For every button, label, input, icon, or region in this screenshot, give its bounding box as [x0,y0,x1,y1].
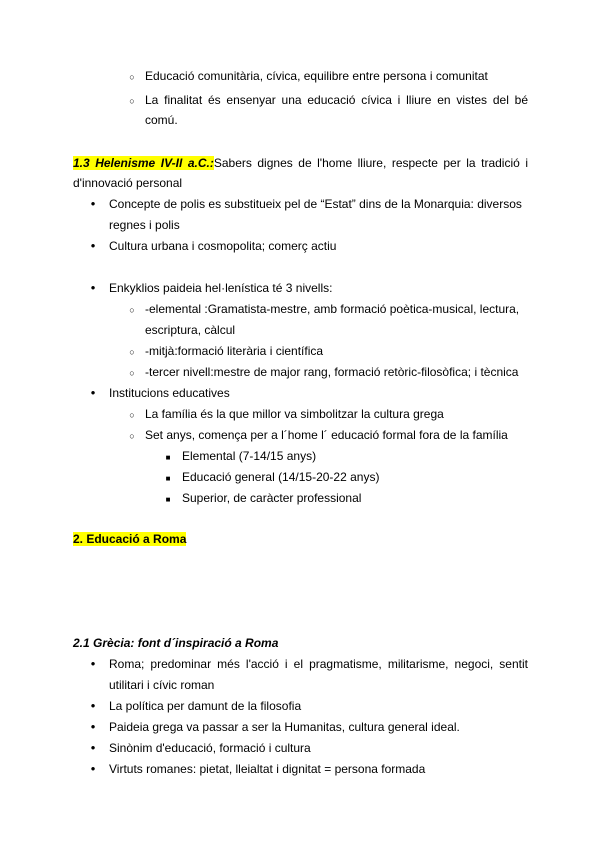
list-item-continuation: utilitari i cívic roman [109,678,215,692]
list-item-continuation: escriptura, càlcul [145,323,236,337]
circle-bullet-icon [125,68,139,85]
list-item: Virtuts romanes: pietat, lleialtat i dignitat = persona formada [109,762,426,776]
section-2-heading-text: 2. Educació a Roma [73,532,187,546]
list-item: Enkyklios paideia hel·lenística té 3 nivells: [109,281,333,295]
circle-bullet-icon [125,92,139,109]
list-item: La família és la que millor va simbolitzar la cultura grega [145,407,444,421]
disc-bullet-icon [86,196,100,212]
disc-bullet-icon [86,761,100,777]
list-item: Educació general (14/15-20-22 anys) [182,470,380,484]
square-bullet-icon [161,448,175,466]
list-item: Superior, de caràcter professional [182,491,362,505]
list-item: Set anys, comença per a l´home l´ educació formal fora de la família [145,428,508,442]
circle-bullet-icon [125,406,139,423]
list-item: Cultura urbana i cosmopolita; comerç actiu [109,239,337,253]
list-item: Concepte de polis es substitueix pel de “Estat” dins de la Monarquia: diversos [109,197,522,211]
square-bullet-icon [161,469,175,487]
disc-bullet-icon [86,656,100,672]
list-item: Paideia grega va passar a ser la Humanitas, cultura general ideal. [109,720,460,734]
list-item: -tercer nivell:mestre de major rang, formació retòric-filosòfica; i tècnica [145,365,519,379]
list-item: -mitjà:formació literària i científica [145,344,324,358]
list-item: Elemental (7-14/15 anys) [182,449,317,463]
section-1-3-heading: 1.3 Helenisme IV-II a.C.: [73,156,214,170]
disc-bullet-icon [86,385,100,401]
list-item: Sinònim d'educació, formació i cultura [109,741,311,755]
disc-bullet-icon [86,238,100,254]
section-1-3-paragraph [73,155,528,171]
disc-bullet-icon [86,698,100,714]
list-item-continuation: comú. [145,113,178,127]
list-item: -elemental :Gramatista-mestre, amb formació poètica-musical, lectura, [145,302,520,316]
list-item: La finalitat és ensenyar una educació cívica i lliure en vistes del bé [145,93,528,107]
section-1-3-intro: Sabers dignes de l'home lliure, respecte per la tradició i [213,156,528,170]
square-bullet-icon [161,490,175,508]
circle-bullet-icon [125,343,139,360]
list-item: Roma; predominar més l'acció i el pragmatisme, militarisme, negoci, sentit [109,657,528,671]
list-item: Institucions educatives [109,386,230,400]
list-item: Educació comunitària, cívica, equilibre entre persona i comunitat [145,69,488,83]
disc-bullet-icon [86,280,100,296]
disc-bullet-icon [86,719,100,735]
list-item: La política per damunt de la filosofia [109,699,302,713]
list-item-continuation: regnes i polis [109,218,180,232]
circle-bullet-icon [125,427,139,444]
section-2-1-heading: 2.1 Grècia: font d´inspiració a Roma [73,636,279,650]
section-1-3-intro-continuation: d'innovació personal [73,176,183,190]
circle-bullet-icon [125,301,139,318]
circle-bullet-icon [125,364,139,381]
disc-bullet-icon [86,740,100,756]
section-2-heading [73,531,186,547]
